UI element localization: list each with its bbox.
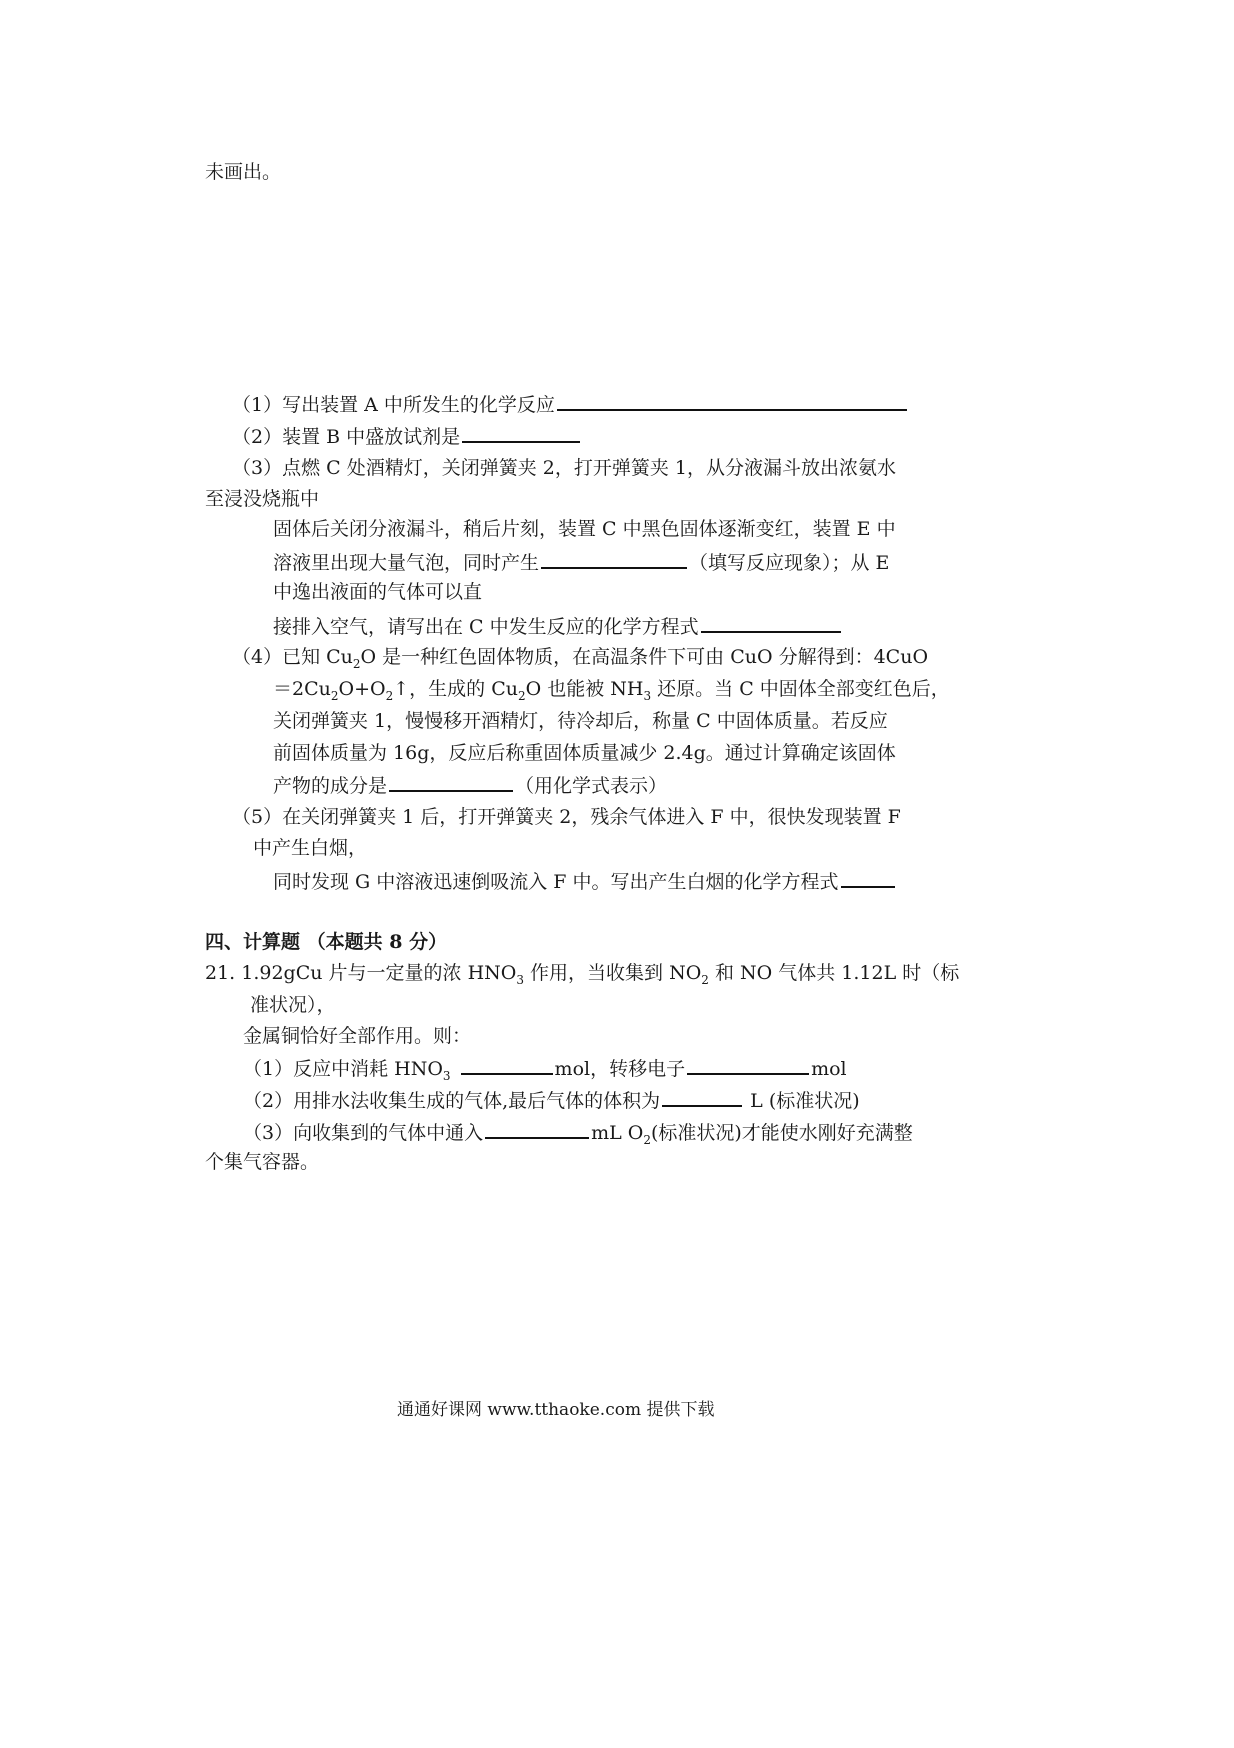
q20-part3-line2: 至浸没烧瓶中 <box>205 488 320 510</box>
q20-part4-line4: 前固体质量为 16g，反应后称重固体质量减少 2.4g。通过计算确定该固体 <box>273 742 896 764</box>
subscript: 2 <box>701 972 709 987</box>
text-run: （用化学式表示） <box>515 775 668 797</box>
text-run: mol，转移电子 <box>554 1058 686 1080</box>
answer-blank[interactable] <box>841 866 895 888</box>
answer-blank[interactable] <box>485 1117 589 1139</box>
text-run: mol <box>811 1058 847 1080</box>
q21-line2: 准状况）， <box>250 994 336 1016</box>
answer-blank[interactable] <box>541 547 687 569</box>
text-run: 还原。当 C 中固体全部变红色后， <box>651 678 950 700</box>
text-run: O+O <box>338 678 386 700</box>
q20-part5-line2: 中产生白烟， <box>253 837 368 859</box>
q21-line3: 金属铜恰好全部作用。则： <box>243 1025 472 1047</box>
answer-blank[interactable] <box>701 611 841 633</box>
subscript: 3 <box>442 1068 451 1083</box>
text-run: 和 NO 气体共 1.12L 时（标 <box>708 962 960 984</box>
text-run: （1）反应中消耗 HNO <box>243 1058 443 1080</box>
text-run: mL O <box>591 1122 644 1144</box>
text-run: ↑，生成的 Cu <box>393 678 518 700</box>
subscript: 2 <box>352 656 361 671</box>
q20-part3-line6 <box>273 611 843 641</box>
subscript: 2 <box>643 1132 651 1147</box>
q20-part4-line5 <box>273 770 667 800</box>
subscript: 3 <box>516 972 524 987</box>
q20-part2-text: （2）装置 B 中盛放试剂是 <box>232 426 461 448</box>
q21-line1 <box>205 959 959 987</box>
q20-part1 <box>232 389 909 419</box>
subscript: 2 <box>330 688 339 703</box>
section4-title: 四、计算题 （本题共 8 分） <box>205 931 448 953</box>
q20-part4-line3: 关闭弹簧夹 1，慢慢移开酒精灯，待冷却后，称量 C 中固体质量。若反应 <box>273 710 888 732</box>
q20-part3-line4 <box>273 547 889 577</box>
intro-tail-text: 未画出。 <box>205 161 282 183</box>
q20-part1-text: （1）写出装置 A 中所发生的化学反应 <box>232 394 555 416</box>
q20-part5-line3 <box>273 866 897 896</box>
subscript: 2 <box>385 688 394 703</box>
footer-credit: 通通好课网 www.tthaoke.com 提供下载 <box>397 1400 715 1420</box>
q20-part3-line6-text: 接排入空气，请写出在 C 中发生反应的化学方程式 <box>273 616 699 638</box>
text-run: ＝2Cu <box>273 678 331 700</box>
subscript: 2 <box>517 688 526 703</box>
answer-blank[interactable] <box>389 770 513 792</box>
text-run: O 也能被 NH <box>525 678 644 700</box>
answer-blank[interactable] <box>461 1053 553 1075</box>
text-run: 作用，当收集到 NO <box>524 962 702 984</box>
text-run: O 是一种红色固体物质，在高温条件下可由 CuO 分解得到：4CuO <box>360 646 929 668</box>
q20-part4-line2 <box>273 675 950 703</box>
text-run: 21. 1.92gCu 片与一定量的浓 HNO <box>205 962 517 984</box>
answer-blank[interactable] <box>462 421 580 443</box>
subscript: 3 <box>643 688 652 703</box>
answer-blank[interactable] <box>662 1085 742 1107</box>
q21-sub2 <box>243 1085 860 1115</box>
q20-part3-line5: 中逸出液面的气体可以直 <box>273 581 483 603</box>
q21-sub3-tail: 个集气容器。 <box>205 1151 320 1173</box>
text-run: （3）向收集到的气体中通入 <box>243 1122 484 1144</box>
q20-part3-line4-text: 溶液里出现大量气泡，同时产生 <box>273 552 540 574</box>
answer-blank[interactable] <box>687 1053 809 1075</box>
q20-part3-line1: （3）点燃 C 处酒精灯，关闭弹簧夹 2，打开弹簧夹 1，从分液漏斗放出浓氨水 <box>232 457 896 479</box>
q20-part4-line1 <box>232 643 928 671</box>
q20-part5-line1: （5）在关闭弹簧夹 1 后，打开弹簧夹 2，残余气体进入 F 中，很快发现装置 F <box>232 806 901 828</box>
text-run: （2）用排水法收集生成的气体,最后气体的体积为 <box>243 1090 661 1112</box>
q20-part3-line3: 固体后关闭分液漏斗，稍后片刻，装置 C 中黑色固体逐渐变红，装置 E 中 <box>273 518 896 540</box>
text-run: 同时发现 G 中溶液迅速倒吸流入 F 中。写出产生白烟的化学方程式 <box>273 871 839 893</box>
q21-sub1 <box>243 1053 847 1083</box>
text-run: （4）已知 Cu <box>232 646 353 668</box>
text-run: 产物的成分是 <box>273 775 388 797</box>
q21-sub3 <box>243 1117 913 1147</box>
answer-blank[interactable] <box>557 389 907 411</box>
q20-part2 <box>232 421 582 451</box>
q20-part3-line4-tail: （填写反应现象）；从 E <box>689 552 890 574</box>
text-run: L (标准状况) <box>744 1090 860 1112</box>
text-run: (标准状况)才能使水刚好充满整 <box>650 1122 913 1144</box>
